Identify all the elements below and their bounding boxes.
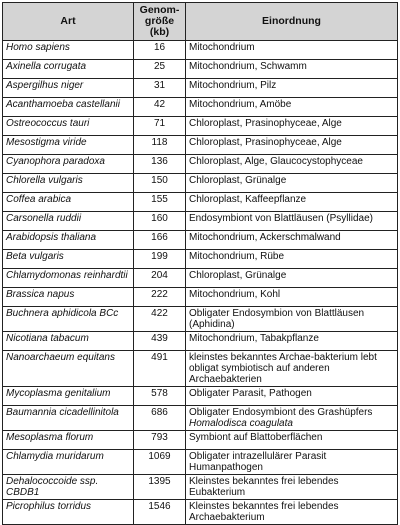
cell-desc: Mitochondrium, Schwamm	[186, 60, 398, 79]
cell-art: Dehalococcoide ssp. CBDB1	[3, 475, 134, 500]
cell-size: 118	[134, 136, 186, 155]
cell-art: Buchnera aphidicola BCc	[3, 307, 134, 332]
cell-desc	[186, 406, 398, 431]
table-row	[3, 174, 398, 193]
cell-art: Mesostigma viride	[3, 136, 134, 155]
cell-art: Picrophilus torridus	[3, 500, 134, 525]
cell-desc: Chloroplast, Grünalge	[186, 269, 398, 288]
cell-art: Carsonella ruddii	[3, 212, 134, 231]
cell-art: Homo sapiens	[3, 41, 134, 60]
cell-art: Ostreococcus tauri	[3, 117, 134, 136]
table-row	[3, 332, 398, 351]
cell-art: Arabidopsis thaliana	[3, 231, 134, 250]
cell-art: Nicotiana tabacum	[3, 332, 134, 351]
table-row	[3, 269, 398, 288]
cell-art: Brassica napus	[3, 288, 134, 307]
cell-desc: Chloroplast, Prasinophyceae, Alge	[186, 117, 398, 136]
table-body	[3, 41, 398, 525]
cell-desc: Mitochondrium, Kohl	[186, 288, 398, 307]
cell-art: Beta vulgaris	[3, 250, 134, 269]
cell-size: 42	[134, 98, 186, 117]
table-row	[3, 98, 398, 117]
table-row	[3, 41, 398, 60]
cell-size: 150	[134, 174, 186, 193]
cell-size: 686	[134, 406, 186, 431]
table-row	[3, 79, 398, 98]
table-row	[3, 406, 398, 431]
cell-desc: Mitochondrium, Tabakpflanze	[186, 332, 398, 351]
cell-desc: Obligater intrazellulärer Parasit Humanpathogen	[186, 450, 398, 475]
genome-size-table	[2, 2, 398, 525]
cell-art: Coffea arabica	[3, 193, 134, 212]
cell-size: 16	[134, 41, 186, 60]
cell-size: 422	[134, 307, 186, 332]
cell-size: 136	[134, 155, 186, 174]
cell-desc: Obligater Endosymbion von Blattläusen (Aphidina)	[186, 307, 398, 332]
cell-art: Nanoarchaeum equitans	[3, 351, 134, 387]
cell-desc: kleinstes bekanntes Archae-bakterium lebt obligat symbiotisch auf anderen Archaebakterien	[186, 351, 398, 387]
table-row	[3, 450, 398, 475]
cell-desc-species: Homalodisca coagulata	[189, 418, 293, 429]
table-row	[3, 193, 398, 212]
cell-desc: Endosymbiont von Blattläusen (Psyllidae)	[186, 212, 398, 231]
cell-size: 25	[134, 60, 186, 79]
header-size-line1: Genom-	[139, 4, 180, 16]
table-row	[3, 155, 398, 174]
cell-desc: Mitochondrium	[186, 41, 398, 60]
cell-desc: Chloroplast, Alge, Glaucocystophyceae	[186, 155, 398, 174]
table-row	[3, 387, 398, 406]
header-einordnung: Einordnung	[186, 3, 398, 41]
cell-art: Chlorella vulgaris	[3, 174, 134, 193]
cell-size: 155	[134, 193, 186, 212]
cell-size: 222	[134, 288, 186, 307]
cell-desc: Mitochondrium, Ackerschmalwand	[186, 231, 398, 250]
cell-desc: Mitochondrium, Amöbe	[186, 98, 398, 117]
cell-size: 578	[134, 387, 186, 406]
cell-art: Baumannia cicadellinitola	[3, 406, 134, 431]
header-genome-size	[134, 3, 186, 41]
header-size-line2: größe (kb)	[144, 15, 175, 38]
cell-art: Mycoplasma genitalium	[3, 387, 134, 406]
table-row	[3, 307, 398, 332]
cell-desc: Kleinstes bekanntes frei lebendes Archaebakterium	[186, 500, 398, 525]
cell-size: 1395	[134, 475, 186, 500]
table-row	[3, 231, 398, 250]
table-row	[3, 351, 398, 387]
cell-desc: Chloroplast, Prasinophyceae, Alge	[186, 136, 398, 155]
cell-art: Axinella corrugata	[3, 60, 134, 79]
cell-size: 793	[134, 431, 186, 450]
cell-size: 71	[134, 117, 186, 136]
cell-art: Acanthamoeba castellanii	[3, 98, 134, 117]
table-header	[3, 3, 398, 41]
table-row	[3, 288, 398, 307]
cell-size: 1069	[134, 450, 186, 475]
cell-desc: Chloroplast, Grünalge	[186, 174, 398, 193]
cell-desc: Mitochondrium, Rübe	[186, 250, 398, 269]
cell-desc: Obligater Parasit, Pathogen	[186, 387, 398, 406]
cell-size: 439	[134, 332, 186, 351]
header-row	[3, 3, 398, 41]
cell-size: 491	[134, 351, 186, 387]
cell-desc-text: Obligater Endosymbiont des Grashüpfers	[189, 407, 373, 418]
cell-size: 199	[134, 250, 186, 269]
table-row	[3, 500, 398, 525]
cell-art: Aspergilhus niger	[3, 79, 134, 98]
cell-size: 204	[134, 269, 186, 288]
table-row	[3, 136, 398, 155]
table-row	[3, 60, 398, 79]
cell-desc: Symbiont auf Blattoberflächen	[186, 431, 398, 450]
cell-desc: Kleinstes bekanntes frei lebendes Eubakterium	[186, 475, 398, 500]
cell-desc: Chloroplast, Kaffeepflanze	[186, 193, 398, 212]
cell-desc: Mitochondrium, Pilz	[186, 79, 398, 98]
table-row	[3, 431, 398, 450]
cell-size: 166	[134, 231, 186, 250]
cell-art: Chlamydia muridarum	[3, 450, 134, 475]
header-art: Art	[3, 3, 134, 41]
cell-art: Mesoplasma florum	[3, 431, 134, 450]
table-row	[3, 212, 398, 231]
cell-size: 160	[134, 212, 186, 231]
table-row	[3, 475, 398, 500]
table-row	[3, 117, 398, 136]
cell-size: 31	[134, 79, 186, 98]
table-row	[3, 250, 398, 269]
cell-art: Chlamydomonas reinhardtii	[3, 269, 134, 288]
cell-size: 1546	[134, 500, 186, 525]
cell-art: Cyanophora paradoxa	[3, 155, 134, 174]
